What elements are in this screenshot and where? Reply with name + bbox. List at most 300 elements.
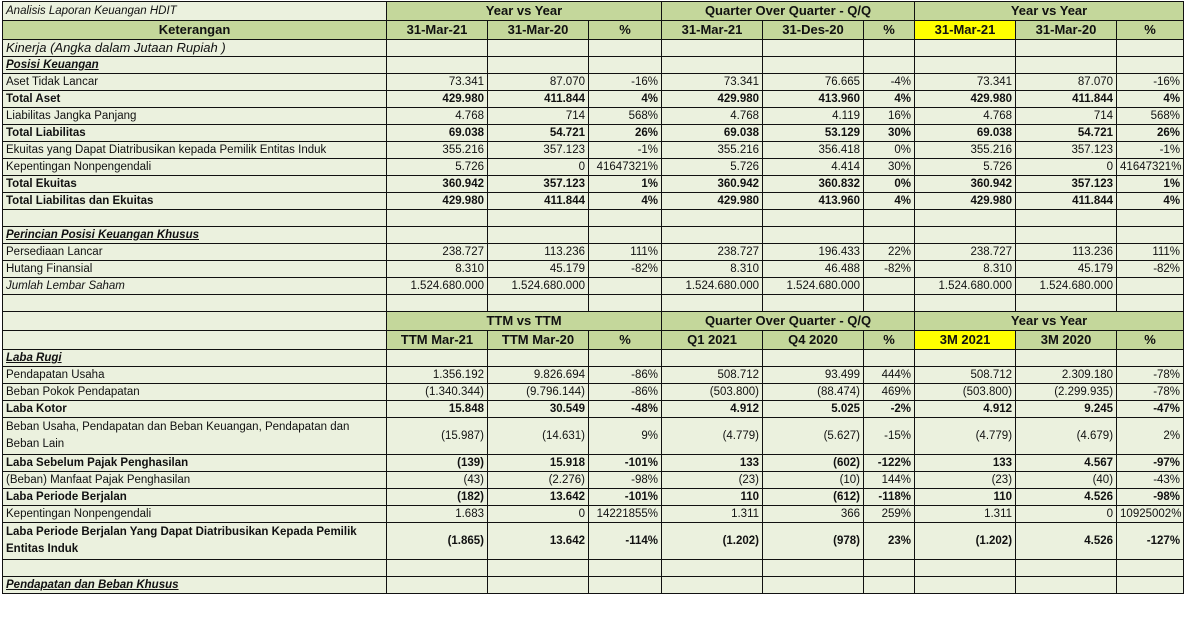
value-cell: (2.276) <box>488 472 589 489</box>
empty-cell <box>915 350 1016 367</box>
empty-cell <box>1016 350 1117 367</box>
value-cell <box>589 278 662 295</box>
table-row <box>3 278 1184 295</box>
empty-cell <box>662 295 763 312</box>
value-cell: 259% <box>864 506 915 523</box>
empty-cell <box>864 560 915 577</box>
table-row <box>3 176 1184 193</box>
empty-cell <box>1117 560 1184 577</box>
value-cell: 1.311 <box>662 506 763 523</box>
value-cell: 714 <box>1016 108 1117 125</box>
value-cell: -101% <box>589 489 662 506</box>
table-row <box>3 108 1184 125</box>
value-cell: (14.631) <box>488 418 589 455</box>
value-cell: 45.179 <box>488 261 589 278</box>
empty-cell <box>1117 350 1184 367</box>
value-cell: -1% <box>589 142 662 159</box>
value-cell: 4% <box>864 193 915 210</box>
column-header: 31-Des-20 <box>763 21 864 40</box>
empty-cell <box>662 57 763 74</box>
value-cell: 413.960 <box>763 193 864 210</box>
section-pendapatan-khusus: Pendapatan dan Beban Khusus <box>3 577 387 594</box>
value-cell: 1.683 <box>387 506 488 523</box>
empty-cell <box>3 312 387 331</box>
sheet-title: Analisis Laporan Keuangan HDIT <box>3 2 387 21</box>
empty-cell <box>488 57 589 74</box>
empty-cell <box>589 577 662 594</box>
column-header: 31-Mar-20 <box>488 21 589 40</box>
row-label-total-ekuitas: Total Ekuitas <box>3 176 387 193</box>
value-cell: (503.800) <box>662 384 763 401</box>
value-cell: 1% <box>1117 176 1184 193</box>
value-cell: -1% <box>1117 142 1184 159</box>
value-cell: 429.980 <box>662 91 763 108</box>
value-cell <box>1117 278 1184 295</box>
empty-cell <box>915 57 1016 74</box>
value-cell: 1.311 <box>915 506 1016 523</box>
value-cell: 87.070 <box>488 74 589 91</box>
table-row <box>3 523 1184 560</box>
row-label-laba-periode-berjalan-yang-dapat-diatribusikan-kepada-pemilik-entitas-induk: Laba Periode Berjalan Yang Dapat Diatribusikan Kepada Pemilik Entitas Induk <box>3 523 387 560</box>
value-cell: 133 <box>662 455 763 472</box>
value-cell: -43% <box>1117 472 1184 489</box>
value-cell: 238.727 <box>915 244 1016 261</box>
value-cell: 4% <box>864 91 915 108</box>
value-cell: 133 <box>915 455 1016 472</box>
value-cell: 14221855% <box>589 506 662 523</box>
value-cell: 360.832 <box>763 176 864 193</box>
value-cell: (88.474) <box>763 384 864 401</box>
value-cell: 4.526 <box>1016 489 1117 506</box>
value-cell: 87.070 <box>1016 74 1117 91</box>
section-kinerja: Kinerja (Angka dalam Jutaan Rupiah ) <box>3 40 387 57</box>
empty-cell <box>488 227 589 244</box>
empty-cell <box>662 577 763 594</box>
value-cell: -82% <box>1117 261 1184 278</box>
value-cell: 0 <box>488 159 589 176</box>
value-cell: 366 <box>763 506 864 523</box>
value-cell: 0 <box>488 506 589 523</box>
empty-cell <box>1117 295 1184 312</box>
value-cell: 73.341 <box>915 74 1016 91</box>
value-cell: 8.310 <box>387 261 488 278</box>
empty-cell <box>589 350 662 367</box>
value-cell: 16% <box>864 108 915 125</box>
financial-analysis-table <box>2 1 1184 594</box>
value-cell: -101% <box>589 455 662 472</box>
empty-cell <box>3 331 387 350</box>
empty-cell <box>763 210 864 227</box>
value-cell: 355.216 <box>387 142 488 159</box>
value-cell: (23) <box>662 472 763 489</box>
empty-cell <box>1016 227 1117 244</box>
empty-cell <box>387 295 488 312</box>
value-cell: 26% <box>589 125 662 142</box>
value-cell: 444% <box>864 367 915 384</box>
value-cell <box>864 278 915 295</box>
empty-cell <box>387 40 488 57</box>
row-label-laba-sebelum-pajak-penghasilan: Laba Sebelum Pajak Penghasilan <box>3 455 387 472</box>
value-cell: (1.202) <box>915 523 1016 560</box>
value-cell: 508.712 <box>662 367 763 384</box>
value-cell: 41647321% <box>589 159 662 176</box>
value-cell: 113.236 <box>1016 244 1117 261</box>
empty-cell <box>763 577 864 594</box>
group-header: TTM vs TTM <box>387 312 662 331</box>
value-cell: -48% <box>589 401 662 418</box>
value-cell: 411.844 <box>1016 193 1117 210</box>
table-row <box>3 125 1184 142</box>
value-cell: 4.768 <box>387 108 488 125</box>
value-cell: -47% <box>1117 401 1184 418</box>
value-cell: -78% <box>1117 384 1184 401</box>
table-row <box>3 244 1184 261</box>
value-cell: 69.038 <box>662 125 763 142</box>
empty-cell <box>589 210 662 227</box>
table-row <box>3 261 1184 278</box>
value-cell: 30% <box>864 125 915 142</box>
table-row <box>3 331 1184 350</box>
value-cell: 714 <box>488 108 589 125</box>
value-cell: 144% <box>864 472 915 489</box>
value-cell: 1.524.680.000 <box>915 278 1016 295</box>
row-label-total-liabilitas-dan-ekuitas: Total Liabilitas dan Ekuitas <box>3 193 387 210</box>
empty-cell <box>864 350 915 367</box>
empty-cell <box>915 577 1016 594</box>
empty-cell <box>864 577 915 594</box>
value-cell: (1.340.344) <box>387 384 488 401</box>
table-row <box>3 384 1184 401</box>
value-cell: (9.796.144) <box>488 384 589 401</box>
empty-cell <box>864 57 915 74</box>
value-cell: 46.488 <box>763 261 864 278</box>
value-cell: 1.524.680.000 <box>387 278 488 295</box>
table-row <box>3 418 1184 455</box>
value-cell: 429.980 <box>915 91 1016 108</box>
value-cell: 568% <box>589 108 662 125</box>
empty-cell <box>864 227 915 244</box>
column-header: 31-Mar-20 <box>1016 21 1117 40</box>
value-cell: -114% <box>589 523 662 560</box>
value-cell: 73.341 <box>662 74 763 91</box>
value-cell: 4.567 <box>1016 455 1117 472</box>
value-cell: 13.642 <box>488 523 589 560</box>
value-cell: 411.844 <box>488 193 589 210</box>
table-row <box>3 227 1184 244</box>
table-row <box>3 193 1184 210</box>
value-cell: 15.848 <box>387 401 488 418</box>
row-label-ekuitas-yang-dapat-diatribusikan-kepada-pemilik-entitas-induk: Ekuitas yang Dapat Diatribusikan kepada Pemilik Entitas Induk <box>3 142 387 159</box>
value-cell: 0% <box>864 142 915 159</box>
column-header: Q4 2020 <box>763 331 864 350</box>
empty-cell <box>1117 57 1184 74</box>
column-header: 31-Mar-21 <box>387 21 488 40</box>
empty-cell <box>488 560 589 577</box>
row-label-beban-usaha-pendapatan-dan-beban-keuangan-pendapatan-dan-beban-lain: Beban Usaha, Pendapatan dan Beban Keuangan, Pendapatan dan Beban Lain <box>3 418 387 455</box>
value-cell: 5.025 <box>763 401 864 418</box>
empty-cell <box>387 560 488 577</box>
column-header: % <box>1117 21 1184 40</box>
empty-cell <box>3 210 387 227</box>
value-cell: -15% <box>864 418 915 455</box>
empty-cell <box>387 57 488 74</box>
empty-cell <box>1016 295 1117 312</box>
value-cell: 1.524.680.000 <box>763 278 864 295</box>
value-cell: 53.129 <box>763 125 864 142</box>
value-cell: 8.310 <box>662 261 763 278</box>
value-cell: 238.727 <box>662 244 763 261</box>
row-label-laba-kotor: Laba Kotor <box>3 401 387 418</box>
empty-cell <box>387 227 488 244</box>
value-cell: (503.800) <box>915 384 1016 401</box>
value-cell: -86% <box>589 367 662 384</box>
column-header: % <box>1117 331 1184 350</box>
group-header: Year vs Year <box>915 312 1184 331</box>
value-cell: 2.309.180 <box>1016 367 1117 384</box>
empty-cell <box>1117 227 1184 244</box>
value-cell: (1.865) <box>387 523 488 560</box>
value-cell: (182) <box>387 489 488 506</box>
value-cell: 73.341 <box>387 74 488 91</box>
empty-cell <box>763 295 864 312</box>
empty-cell <box>488 40 589 57</box>
table-row <box>3 577 1184 594</box>
value-cell: 355.216 <box>915 142 1016 159</box>
empty-cell <box>662 227 763 244</box>
value-cell: 469% <box>864 384 915 401</box>
value-cell: (4.779) <box>662 418 763 455</box>
value-cell: 41647321% <box>1117 159 1184 176</box>
value-cell: 238.727 <box>387 244 488 261</box>
column-header: TTM Mar-21 <box>387 331 488 350</box>
empty-cell <box>488 350 589 367</box>
value-cell: 568% <box>1117 108 1184 125</box>
empty-cell <box>387 210 488 227</box>
column-header: % <box>864 21 915 40</box>
value-cell: 9% <box>589 418 662 455</box>
value-cell: 4.768 <box>915 108 1016 125</box>
table-row <box>3 91 1184 108</box>
value-cell: 4.912 <box>915 401 1016 418</box>
empty-cell <box>488 210 589 227</box>
value-cell: (602) <box>763 455 864 472</box>
value-cell: 30% <box>864 159 915 176</box>
table-row <box>3 401 1184 418</box>
empty-cell <box>662 210 763 227</box>
value-cell: (10) <box>763 472 864 489</box>
value-cell: (139) <box>387 455 488 472</box>
section-laba-rugi: Laba Rugi <box>3 350 387 367</box>
empty-cell <box>1117 577 1184 594</box>
value-cell: (612) <box>763 489 864 506</box>
value-cell: (15.987) <box>387 418 488 455</box>
value-cell: 4.768 <box>662 108 763 125</box>
column-header: 3M 2020 <box>1016 331 1117 350</box>
row-label-kepentingan-nonpengendali: Kepentingan Nonpengendali <box>3 159 387 176</box>
value-cell: 26% <box>1117 125 1184 142</box>
column-header: TTM Mar-20 <box>488 331 589 350</box>
section-perincian: Perincian Posisi Keuangan Khusus <box>3 227 387 244</box>
empty-cell <box>915 560 1016 577</box>
row-label-total-aset: Total Aset <box>3 91 387 108</box>
value-cell: -78% <box>1117 367 1184 384</box>
value-cell: 196.433 <box>763 244 864 261</box>
value-cell: 1% <box>589 176 662 193</box>
row-label-kepentingan-nonpengendali: Kepentingan Nonpengendali <box>3 506 387 523</box>
value-cell: 4% <box>589 193 662 210</box>
empty-cell <box>864 40 915 57</box>
row-label-beban-manfaat-pajak-penghasilan: (Beban) Manfaat Pajak Penghasilan <box>3 472 387 489</box>
empty-cell <box>387 350 488 367</box>
empty-cell <box>1016 210 1117 227</box>
value-cell: 69.038 <box>387 125 488 142</box>
table-row <box>3 350 1184 367</box>
value-cell: 69.038 <box>915 125 1016 142</box>
value-cell: 54.721 <box>488 125 589 142</box>
value-cell: 4.414 <box>763 159 864 176</box>
row-label-persediaan-lancar: Persediaan Lancar <box>3 244 387 261</box>
value-cell: 23% <box>864 523 915 560</box>
value-cell: -4% <box>864 74 915 91</box>
value-cell: 15.918 <box>488 455 589 472</box>
value-cell: 54.721 <box>1016 125 1117 142</box>
value-cell: (40) <box>1016 472 1117 489</box>
value-cell: (4.679) <box>1016 418 1117 455</box>
value-cell: 1.524.680.000 <box>1016 278 1117 295</box>
table-row <box>3 367 1184 384</box>
value-cell: (2.299.935) <box>1016 384 1117 401</box>
value-cell: -16% <box>589 74 662 91</box>
empty-cell <box>589 57 662 74</box>
column-header: % <box>864 331 915 350</box>
empty-cell <box>1117 40 1184 57</box>
empty-cell <box>589 40 662 57</box>
value-cell: 0 <box>1016 159 1117 176</box>
empty-cell <box>662 350 763 367</box>
value-cell: -122% <box>864 455 915 472</box>
empty-cell <box>915 227 1016 244</box>
row-label-hutang-finansial: Hutang Finansial <box>3 261 387 278</box>
empty-cell <box>387 577 488 594</box>
value-cell: 9.826.694 <box>488 367 589 384</box>
empty-cell <box>488 577 589 594</box>
empty-cell <box>662 560 763 577</box>
section-posisi-keuangan: Posisi Keuangan <box>3 57 387 74</box>
value-cell: 429.980 <box>387 193 488 210</box>
value-cell: 4% <box>589 91 662 108</box>
group-header: Year vs Year <box>387 2 662 21</box>
table-row <box>3 472 1184 489</box>
empty-cell <box>1016 40 1117 57</box>
value-cell: 1.524.680.000 <box>662 278 763 295</box>
table-row <box>3 21 1184 40</box>
table-row <box>3 295 1184 312</box>
table-row <box>3 455 1184 472</box>
empty-cell <box>763 227 864 244</box>
value-cell: 360.942 <box>662 176 763 193</box>
empty-cell <box>488 295 589 312</box>
empty-cell <box>3 295 387 312</box>
table-row <box>3 40 1184 57</box>
value-cell: 4% <box>1117 193 1184 210</box>
value-cell: (4.779) <box>915 418 1016 455</box>
value-cell: 8.310 <box>915 261 1016 278</box>
empty-cell <box>662 40 763 57</box>
value-cell: -98% <box>1117 489 1184 506</box>
empty-cell <box>763 350 864 367</box>
value-cell: -2% <box>864 401 915 418</box>
table-row <box>3 560 1184 577</box>
column-header: 31-Mar-21 <box>915 21 1016 40</box>
table-row <box>3 506 1184 523</box>
column-header: % <box>589 21 662 40</box>
group-header: Quarter Over Quarter - Q/Q <box>662 312 915 331</box>
value-cell: 1.524.680.000 <box>488 278 589 295</box>
value-cell: (43) <box>387 472 488 489</box>
value-cell: 4.912 <box>662 401 763 418</box>
column-header: 3M 2021 <box>915 331 1016 350</box>
value-cell: 76.665 <box>763 74 864 91</box>
empty-cell <box>864 295 915 312</box>
empty-cell <box>589 560 662 577</box>
empty-cell <box>1016 57 1117 74</box>
value-cell: 22% <box>864 244 915 261</box>
value-cell: 356.418 <box>763 142 864 159</box>
value-cell: (978) <box>763 523 864 560</box>
value-cell: 9.245 <box>1016 401 1117 418</box>
row-label-pendapatan-usaha: Pendapatan Usaha <box>3 367 387 384</box>
value-cell: 45.179 <box>1016 261 1117 278</box>
value-cell: (23) <box>915 472 1016 489</box>
value-cell: 429.980 <box>387 91 488 108</box>
value-cell: 110 <box>915 489 1016 506</box>
value-cell: 411.844 <box>1016 91 1117 108</box>
group-header: Year vs Year <box>915 2 1184 21</box>
table-row <box>3 312 1184 331</box>
empty-cell <box>589 295 662 312</box>
value-cell: 357.123 <box>488 142 589 159</box>
column-header-keterangan: Keterangan <box>3 21 387 40</box>
value-cell: 10925002% <box>1117 506 1184 523</box>
value-cell: 411.844 <box>488 91 589 108</box>
column-header: 31-Mar-21 <box>662 21 763 40</box>
value-cell: 508.712 <box>915 367 1016 384</box>
table-row <box>3 159 1184 176</box>
value-cell: -127% <box>1117 523 1184 560</box>
table-row <box>3 2 1184 21</box>
value-cell: 4.119 <box>763 108 864 125</box>
empty-cell <box>915 40 1016 57</box>
row-label-total-liabilitas: Total Liabilitas <box>3 125 387 142</box>
value-cell: 360.942 <box>387 176 488 193</box>
empty-cell <box>1117 210 1184 227</box>
table-row <box>3 489 1184 506</box>
value-cell: 357.123 <box>488 176 589 193</box>
value-cell: 111% <box>589 244 662 261</box>
value-cell: 111% <box>1117 244 1184 261</box>
value-cell: 429.980 <box>915 193 1016 210</box>
empty-cell <box>1016 560 1117 577</box>
empty-cell <box>763 40 864 57</box>
value-cell: 30.549 <box>488 401 589 418</box>
value-cell: -97% <box>1117 455 1184 472</box>
table-row <box>3 74 1184 91</box>
empty-cell <box>915 295 1016 312</box>
group-header: Quarter Over Quarter - Q/Q <box>662 2 915 21</box>
value-cell: 2% <box>1117 418 1184 455</box>
value-cell: -98% <box>589 472 662 489</box>
value-cell: 355.216 <box>662 142 763 159</box>
